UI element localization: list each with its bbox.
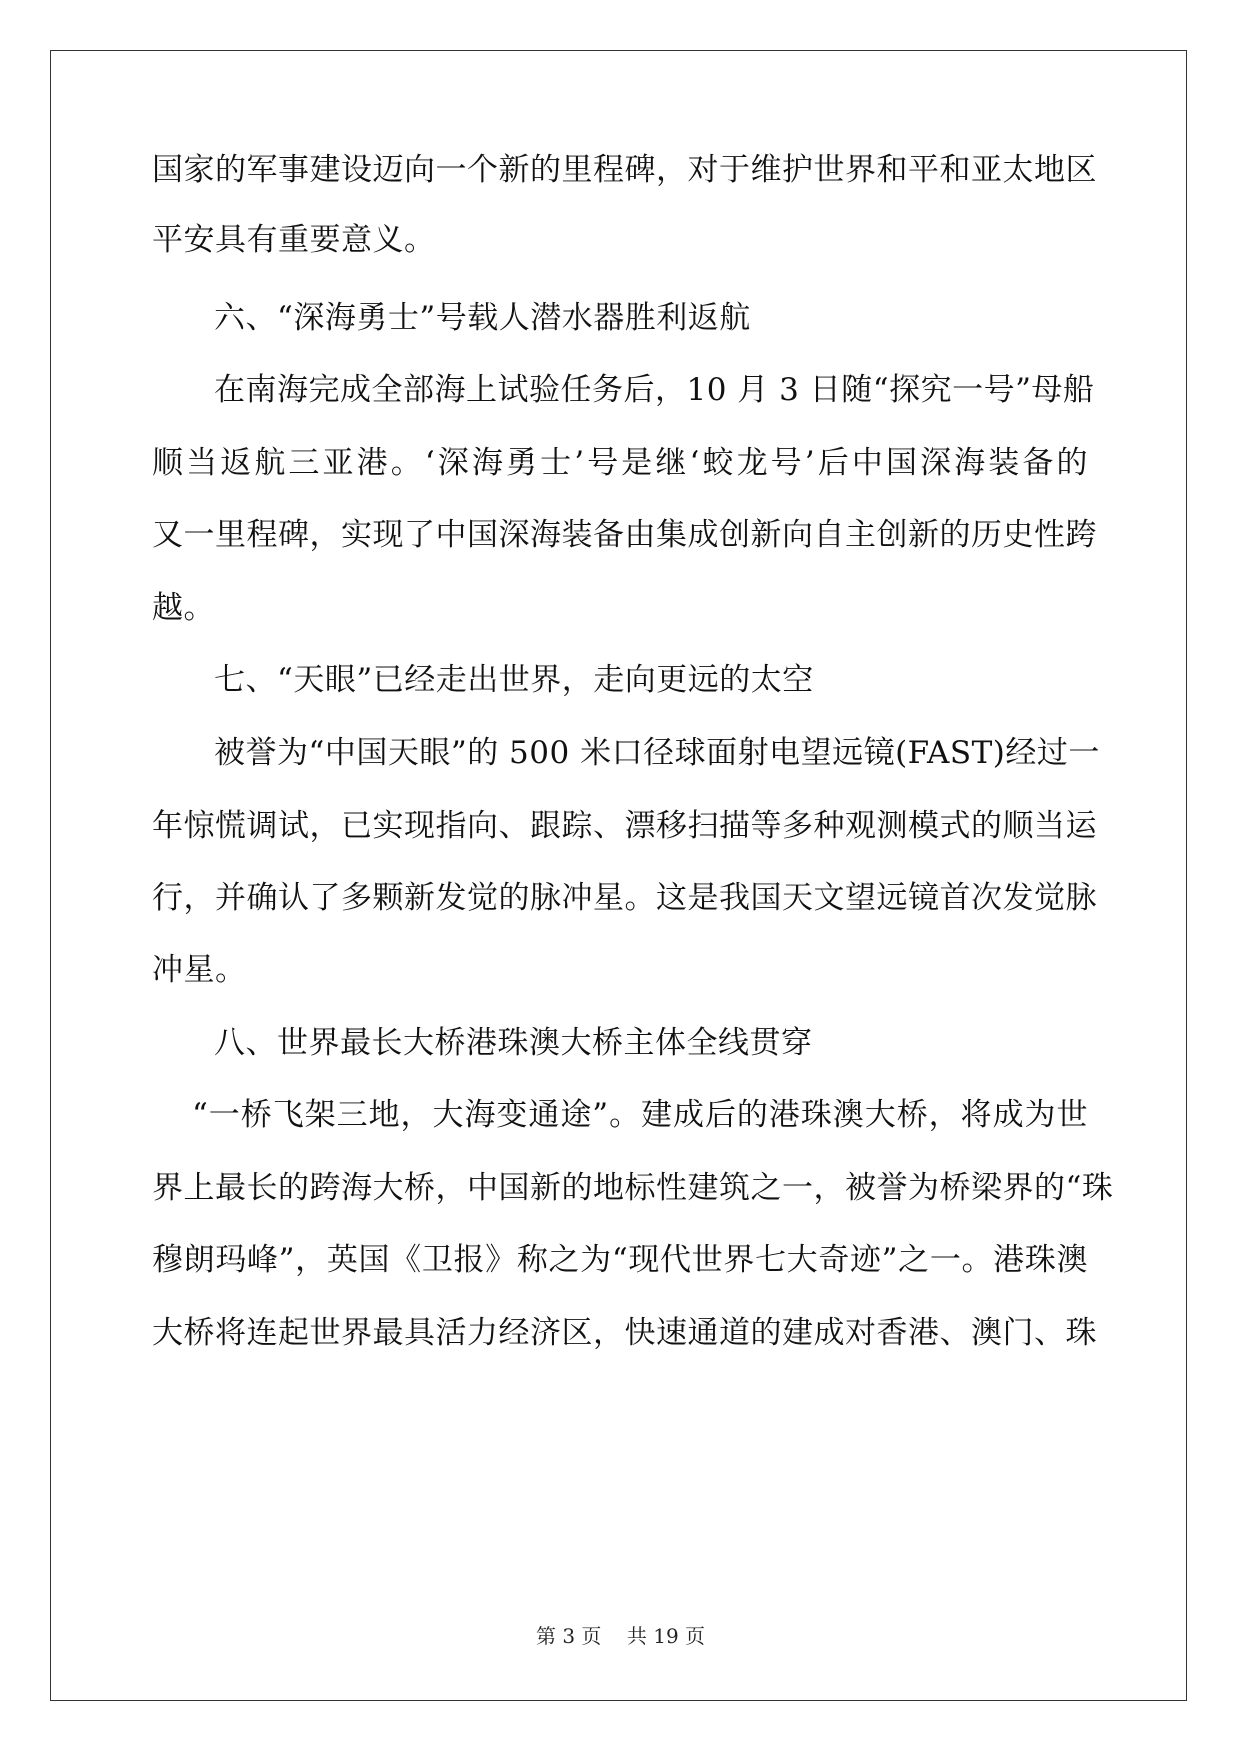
text-line: 界上最长的跨海大桥，中国新的地标性建筑之一，被誉为桥梁界的“珠 xyxy=(152,1170,1114,1206)
section-heading: 七、“天眼”已经走出世界，走向更远的太空 xyxy=(214,662,814,698)
text-line: 年惊慌调试，已实现指向、跟踪、漂移扫描等多种观测模式的顺当运 xyxy=(152,808,1097,844)
text-line: 被誉为“中国天眼”的 500 米口径球面射电望远镜(FAST)经过一 xyxy=(214,735,1100,771)
text-line: 顺当返航三亚港。‘深海勇士’号是继‘蛟龙号’后中国深海装备的 xyxy=(152,445,1088,481)
text-line: “一桥飞架三地，大海变通途”。建成后的港珠澳大桥，将成为世 xyxy=(192,1097,1088,1133)
text-line: 又一里程碑，实现了中国深海装备由集成创新向自主创新的历史性跨 xyxy=(152,517,1097,553)
section-heading: 六、“深海勇士”号载人潜水器胜利返航 xyxy=(214,300,751,336)
text-line: 穆朗玛峰”，英国《卫报》称之为“现代世界七大奇迹”之一。港珠澳 xyxy=(152,1242,1088,1278)
text-line: 在南海完成全部海上试验任务后，10 月 3 日随“探究一号”母船 xyxy=(214,372,1095,408)
text-line: 行，并确认了多颗新发觉的脉冲星。这是我国天文望远镜首次发觉脉 xyxy=(152,880,1097,916)
text-line: 国家的军事建设迈向一个新的里程碑，对于维护世界和平和亚太地区 xyxy=(152,152,1097,188)
text-line: 越。 xyxy=(152,590,215,626)
text-line: 平安具有重要意义。 xyxy=(152,222,436,258)
text-line: 冲星。 xyxy=(152,952,247,988)
page-number: 第 3 页 xyxy=(535,1624,602,1648)
text-line: 大桥将连起世界最具活力经济区，快速通道的建成对香港、澳门、珠 xyxy=(152,1315,1097,1351)
page-total: 共 19 页 xyxy=(626,1624,706,1648)
page-footer xyxy=(0,1624,1241,1648)
section-heading: 八、世界最长大桥港珠澳大桥主体全线贯穿 xyxy=(214,1025,813,1061)
